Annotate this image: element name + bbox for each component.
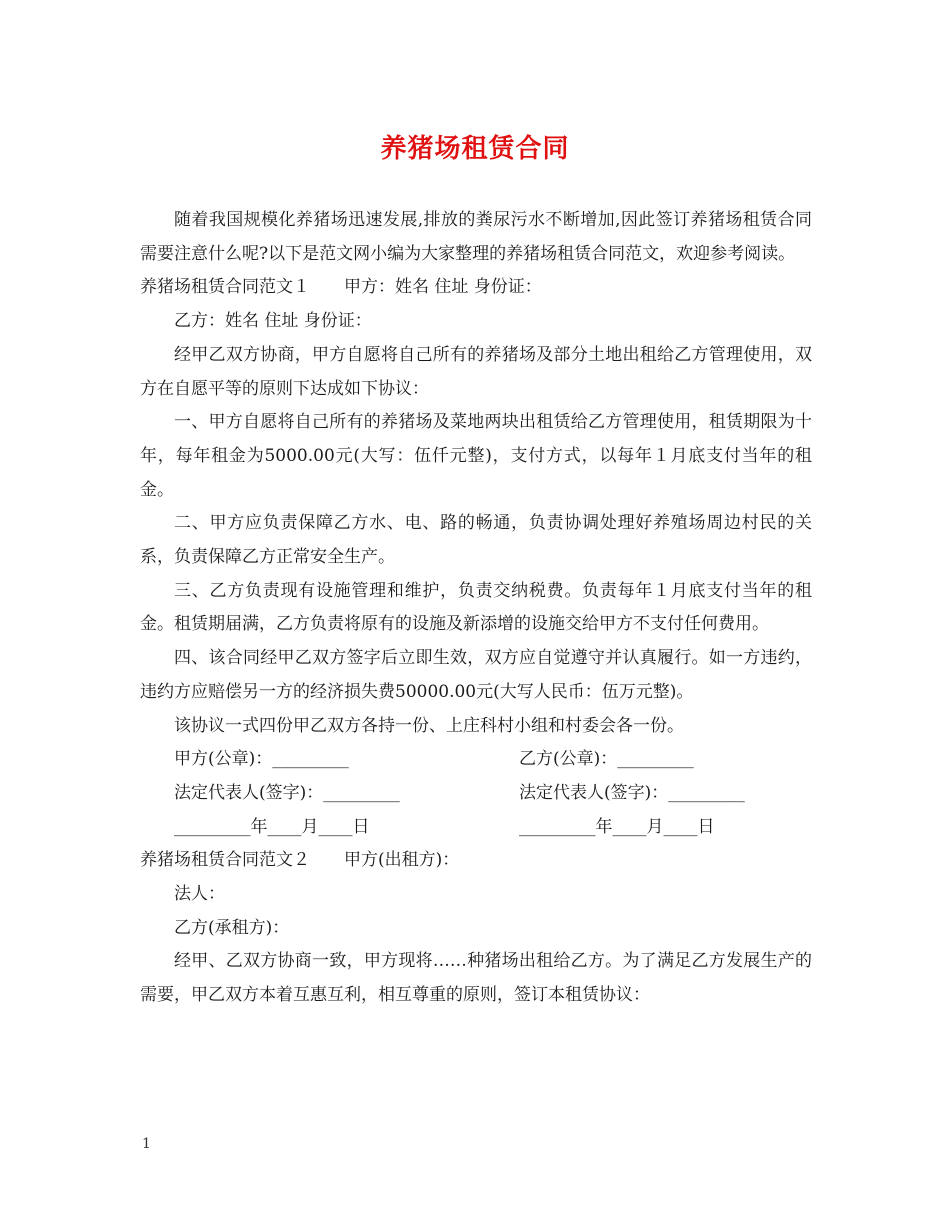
legal-person-line: 法人： bbox=[174, 884, 225, 905]
signature-row-representative bbox=[140, 777, 812, 811]
signature-row-seal bbox=[140, 743, 812, 777]
party-b-date: _________年____月____日 bbox=[519, 816, 715, 837]
party-a-representative: 法定代表人(签字)：_________ bbox=[174, 782, 400, 803]
party-b-representative: 法定代表人(签字)：_________ bbox=[519, 782, 745, 803]
agreement-paragraph: 经甲乙双方协商，甲方自愿将自己所有的养猪场及部分土地出租给乙方管理使用，双方在自愿平等的原则下达成如下协议： bbox=[140, 344, 812, 399]
clause-2: 二、甲方应负责保障乙方水、电、路的畅通，负责协调处理好养殖场周边村民的关系，负责保障乙方正常安全生产。 bbox=[140, 513, 812, 568]
sample2-header: 养猪场租赁合同范文２ 甲方(出租方)： bbox=[140, 850, 460, 871]
clause-1: 一、甲方自愿将自己所有的养猪场及菜地两块出租赁给乙方管理使用，租赁期限为十年，每年租金为5000.00元(大写：伍仟元整)，支付方式，以每年１月底支付当年的租金。 bbox=[140, 412, 812, 500]
clause-3: 三、乙方负责现有设施管理和维护，负责交纳税费。负责每年１月底支付当年的租金。租赁期届满，乙方负责将原有的设施及新添增的设施交给甲方不支付任何费用。 bbox=[140, 580, 812, 635]
sample1-header: 养猪场租赁合同范文１ 甲方：姓名 住址 身份证： bbox=[140, 277, 542, 298]
intro-paragraph: 随着我国规模化养猪场迅速发展,排放的粪尿污水不断增加,因此签订养猪场租赁合同需要注意什么呢?以下是范文网小编为大家整理的养猪场租赁合同范文，欢迎参考阅读。 bbox=[140, 210, 812, 264]
party-a-date: _________年____月____日 bbox=[174, 816, 370, 837]
clause-4: 四、该合同经甲乙双方签字后立即生效，双方应自觉遵守并认真履行。如一方违约，违约方应赔偿另一方的经济损失费50000.00元(大写人民币：伍万元整)。 bbox=[140, 648, 812, 702]
document-title: 养猪场租赁合同 bbox=[380, 134, 570, 164]
party-b-seal: 乙方(公章)：_________ bbox=[519, 749, 694, 770]
document-body bbox=[140, 204, 812, 1013]
party-a-seal: 甲方(公章)：_________ bbox=[174, 749, 349, 770]
signature-row-date bbox=[140, 811, 812, 845]
copies-paragraph: 该协议一式四份甲乙双方各持一份、上庄科村小组和村委会各一份。 bbox=[174, 715, 684, 736]
sample2-paragraph: 经甲、乙双方协商一致，甲方现将……种猪场出租给乙方。为了满足乙方发展生产的需要，甲乙双方本着互惠互利，相互尊重的原则，签订本租赁协议： bbox=[140, 951, 812, 1006]
party-b-lessee-line: 乙方(承租方)： bbox=[174, 917, 290, 938]
page-number: 1 bbox=[142, 1136, 151, 1152]
party-b-line: 乙方：姓名 住址 身份证： bbox=[174, 311, 372, 332]
